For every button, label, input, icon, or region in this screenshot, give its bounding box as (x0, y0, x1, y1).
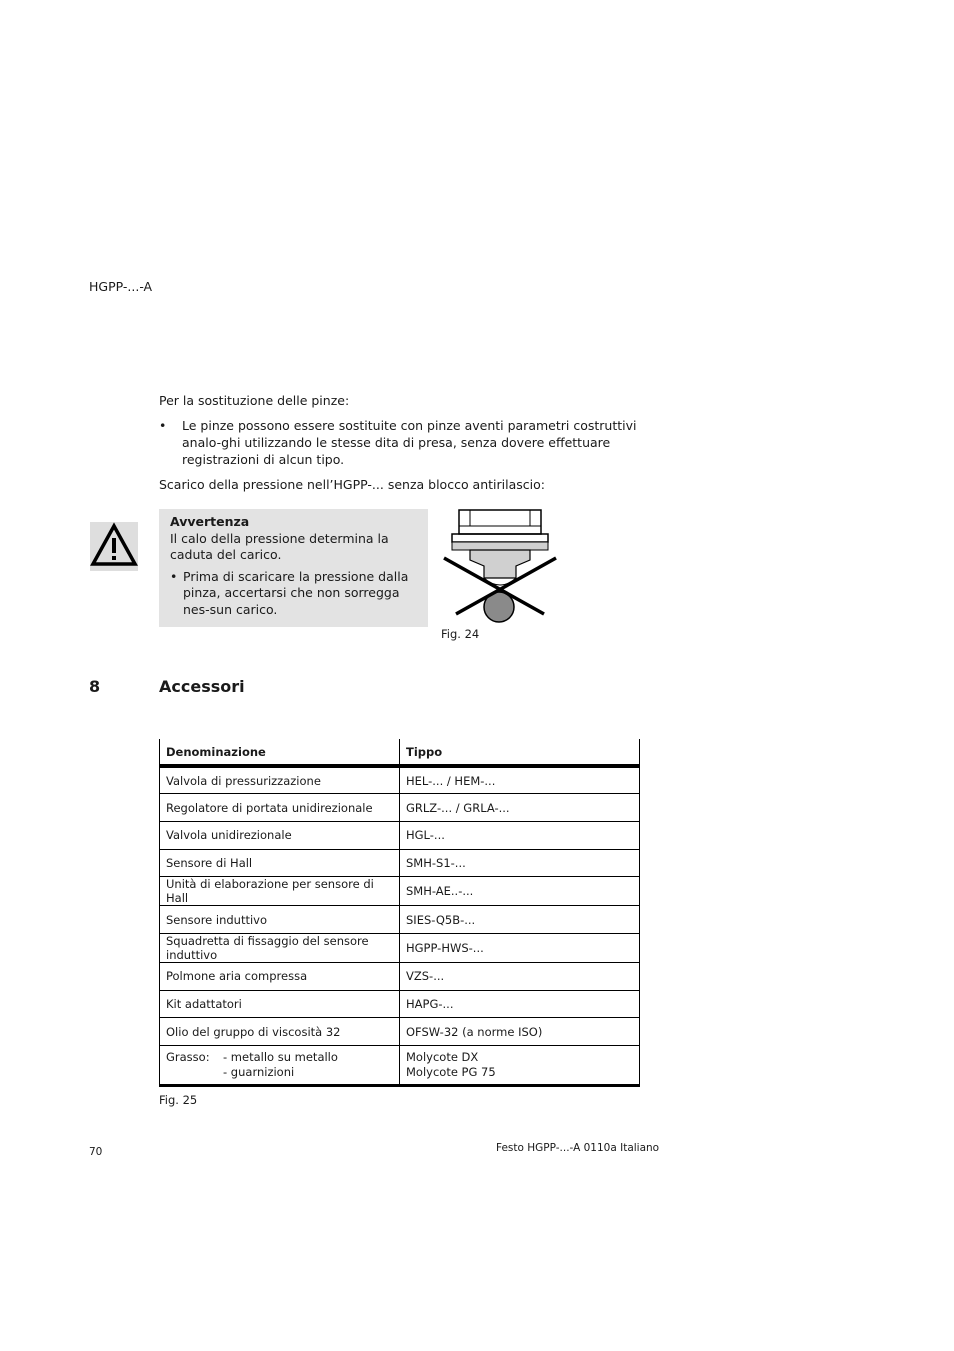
pressure-text: Scarico della pressione nell’HGPP-... senza blocco antirilascio: (159, 477, 545, 492)
table-cell: Valvola di pressurizzazione (160, 766, 400, 794)
table-cell: HGL-... (400, 821, 640, 849)
figure-24-caption: Fig. 24 (441, 627, 480, 641)
warning-icon-box (90, 522, 138, 571)
grasso-label: Grasso: (166, 1050, 210, 1064)
table-cell: Valvola unidirezionale (160, 821, 400, 849)
column-header-tippo: Tippo (400, 739, 640, 766)
running-header: HGPP-...-A (89, 279, 153, 294)
table-cell: Sensore di Hall (160, 849, 400, 877)
table-cell (160, 1046, 400, 1086)
table-row (160, 877, 640, 906)
bullet-dot: • (159, 418, 167, 433)
figure-24-drawing (440, 506, 562, 626)
grasso-type: Molycote PG 75 (406, 1065, 496, 1079)
warning-bullet (170, 569, 422, 619)
table-cell: SIES-Q5B-... (400, 906, 640, 934)
accessories-table (159, 739, 640, 1087)
grasso-item: - guarnizioni (223, 1065, 295, 1079)
table-row (160, 990, 640, 1018)
table-cell: GRLZ-... / GRLA-... (400, 794, 640, 822)
intro-bullet (159, 417, 644, 468)
warning-text: Il calo della pressione determina la caduta del carico. (170, 530, 389, 562)
table-row (160, 1018, 640, 1046)
table-row (160, 821, 640, 849)
table-row (160, 906, 640, 934)
table-cell: Unità di elaborazione per sensore di Hall (160, 877, 400, 906)
warning-triangle-icon (90, 522, 138, 571)
grasso-type: Molycote DX (406, 1050, 479, 1064)
section-number: 8 (89, 677, 101, 696)
table-row (160, 794, 640, 822)
warning-bullet-text: Prima di scaricare la pressione dalla pinza, accertarsi che non sorregga nes-sun carico. (183, 568, 409, 617)
bullet-dot: • (170, 568, 178, 584)
grasso-item: - metallo su metallo (223, 1050, 338, 1064)
warning-box (159, 509, 428, 627)
table-cell: HEL-... / HEM-... (400, 766, 640, 794)
table-row-grasso (160, 1046, 640, 1086)
table-row (160, 766, 640, 794)
intro-bullet-text: Le pinze possono essere sostituite con pinze aventi parametri costruttivi analo-ghi utilizzando le stesse dita di presa, senza dovere effettuare registrazioni di alcun tipo. (182, 418, 637, 467)
warning-title: Avvertenza (170, 514, 250, 529)
table-cell: SMH-S1-... (400, 849, 640, 877)
gripper-crossed-illustration (440, 506, 562, 626)
table-cell: Kit adattatori (160, 990, 400, 1018)
table-cell: Olio del gruppo di viscosità 32 (160, 1018, 400, 1046)
table-cell: Polmone aria compressa (160, 962, 400, 990)
footer-doc-info: Festo HGPP-...-A 0110a Italiano (496, 1142, 660, 1154)
table-row (160, 933, 640, 962)
table-cell: HAPG-... (400, 990, 640, 1018)
table-header-row (160, 739, 640, 766)
table-cell: VZS-... (400, 962, 640, 990)
table-cell: Sensore induttivo (160, 906, 400, 934)
column-header-denominazione: Denominazione (160, 739, 400, 766)
table-cell (400, 1046, 640, 1086)
table-cell: SMH-AE..-... (400, 877, 640, 906)
table-row (160, 849, 640, 877)
table-cell: HGPP-HWS-... (400, 933, 640, 962)
section-title: Accessori (159, 677, 245, 696)
table-cell: Squadretta di fissaggio del sensore induttivo (160, 933, 400, 962)
table-cell: OFSW-32 (a norme ISO) (400, 1018, 640, 1046)
table-row (160, 962, 640, 990)
table-cell: Regolatore di portata unidirezionale (160, 794, 400, 822)
page-number: 70 (89, 1146, 103, 1158)
figure-25-caption: Fig. 25 (159, 1093, 198, 1107)
intro-lead: Per la sostituzione delle pinze: (159, 393, 350, 408)
